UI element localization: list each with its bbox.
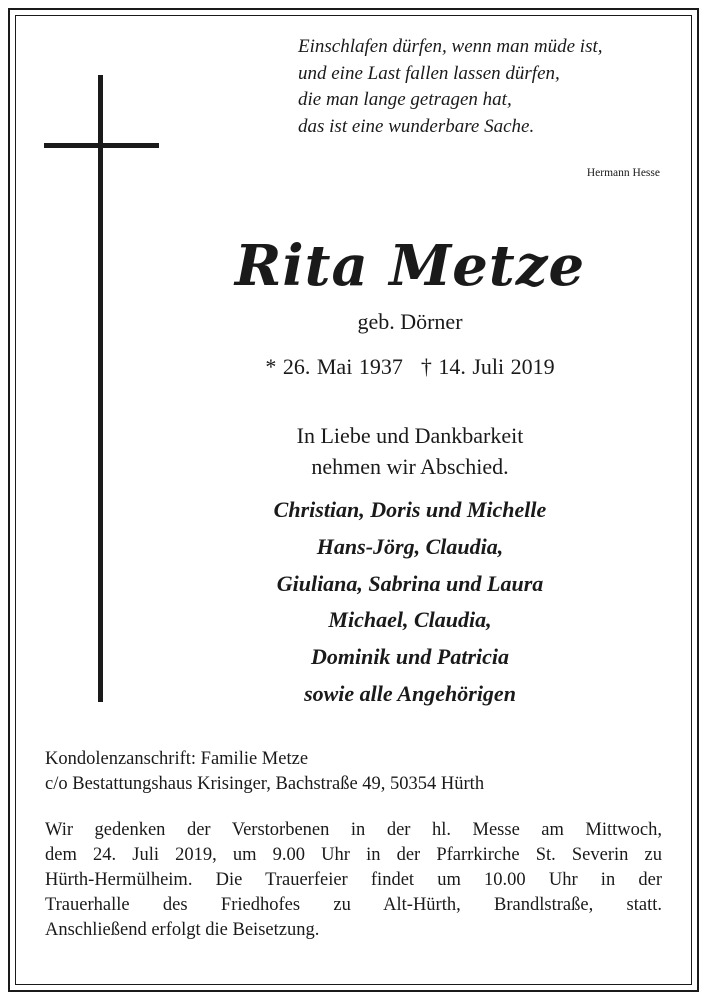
birth-date: * 26. Mai 1937 <box>265 354 403 379</box>
family-list <box>203 492 617 713</box>
life-dates <box>203 353 617 381</box>
quote <box>298 34 678 140</box>
cross-icon-bar <box>44 143 159 148</box>
mass-line: Trauerhalle des Friedhofes zu Alt-Hürth, Brandlstraße, statt. <box>45 895 662 915</box>
farewell-line: In Liebe und Dankbarkeit <box>296 423 524 448</box>
mass-line: dem 24. Juli 2019, um 9.00 Uhr in der Pfarrkirche St. Severin zu <box>45 845 662 865</box>
cross-icon <box>98 75 103 702</box>
condolence-address <box>45 747 662 797</box>
family-line: sowie alle Angehörigen <box>304 680 516 706</box>
family-line: Giuliana, Sabrina und Laura <box>276 570 544 596</box>
birth-name: geb. Dörner <box>357 309 463 334</box>
death-date: † 14. Juli 2019 <box>420 354 555 379</box>
farewell-text <box>203 420 617 482</box>
deceased-name: Rita Metze <box>234 233 586 299</box>
family-line: Michael, Claudia, <box>328 607 492 633</box>
mass-line: Hürth-Hermülheim. Die Trauerfeier findet um 10.00 Uhr in der <box>45 870 662 890</box>
mass-line: Anschließend erfolgt die Beisetzung. <box>45 920 320 940</box>
quote-author: Hermann Hesse <box>586 167 660 179</box>
farewell-line: nehmen wir Abschied. <box>311 454 509 479</box>
quote-line: das ist eine wunderbare Sache. <box>298 115 535 137</box>
quote-line: und eine Last fallen lassen dürfen, <box>298 62 560 84</box>
quote-line: Einschlafen dürfen, wenn man müde ist, <box>298 36 603 57</box>
family-line: Hans-Jörg, Claudia, <box>316 533 504 559</box>
family-line: Christian, Doris und Michelle <box>273 497 547 522</box>
mass-line: Wir gedenken der Verstorbenen in der hl. Messe am Mittwoch, <box>45 820 662 840</box>
family-line: Dominik und Patricia <box>310 644 510 670</box>
quote-line: die man lange getragen hat, <box>298 89 512 110</box>
mass-notice <box>45 818 662 943</box>
condolence-line: Kondolenzanschrift: Familie Metze <box>45 749 309 769</box>
condolence-line: c/o Bestattungshaus Krisinger, Bachstraße 49, 50354 Hürth <box>45 774 485 794</box>
